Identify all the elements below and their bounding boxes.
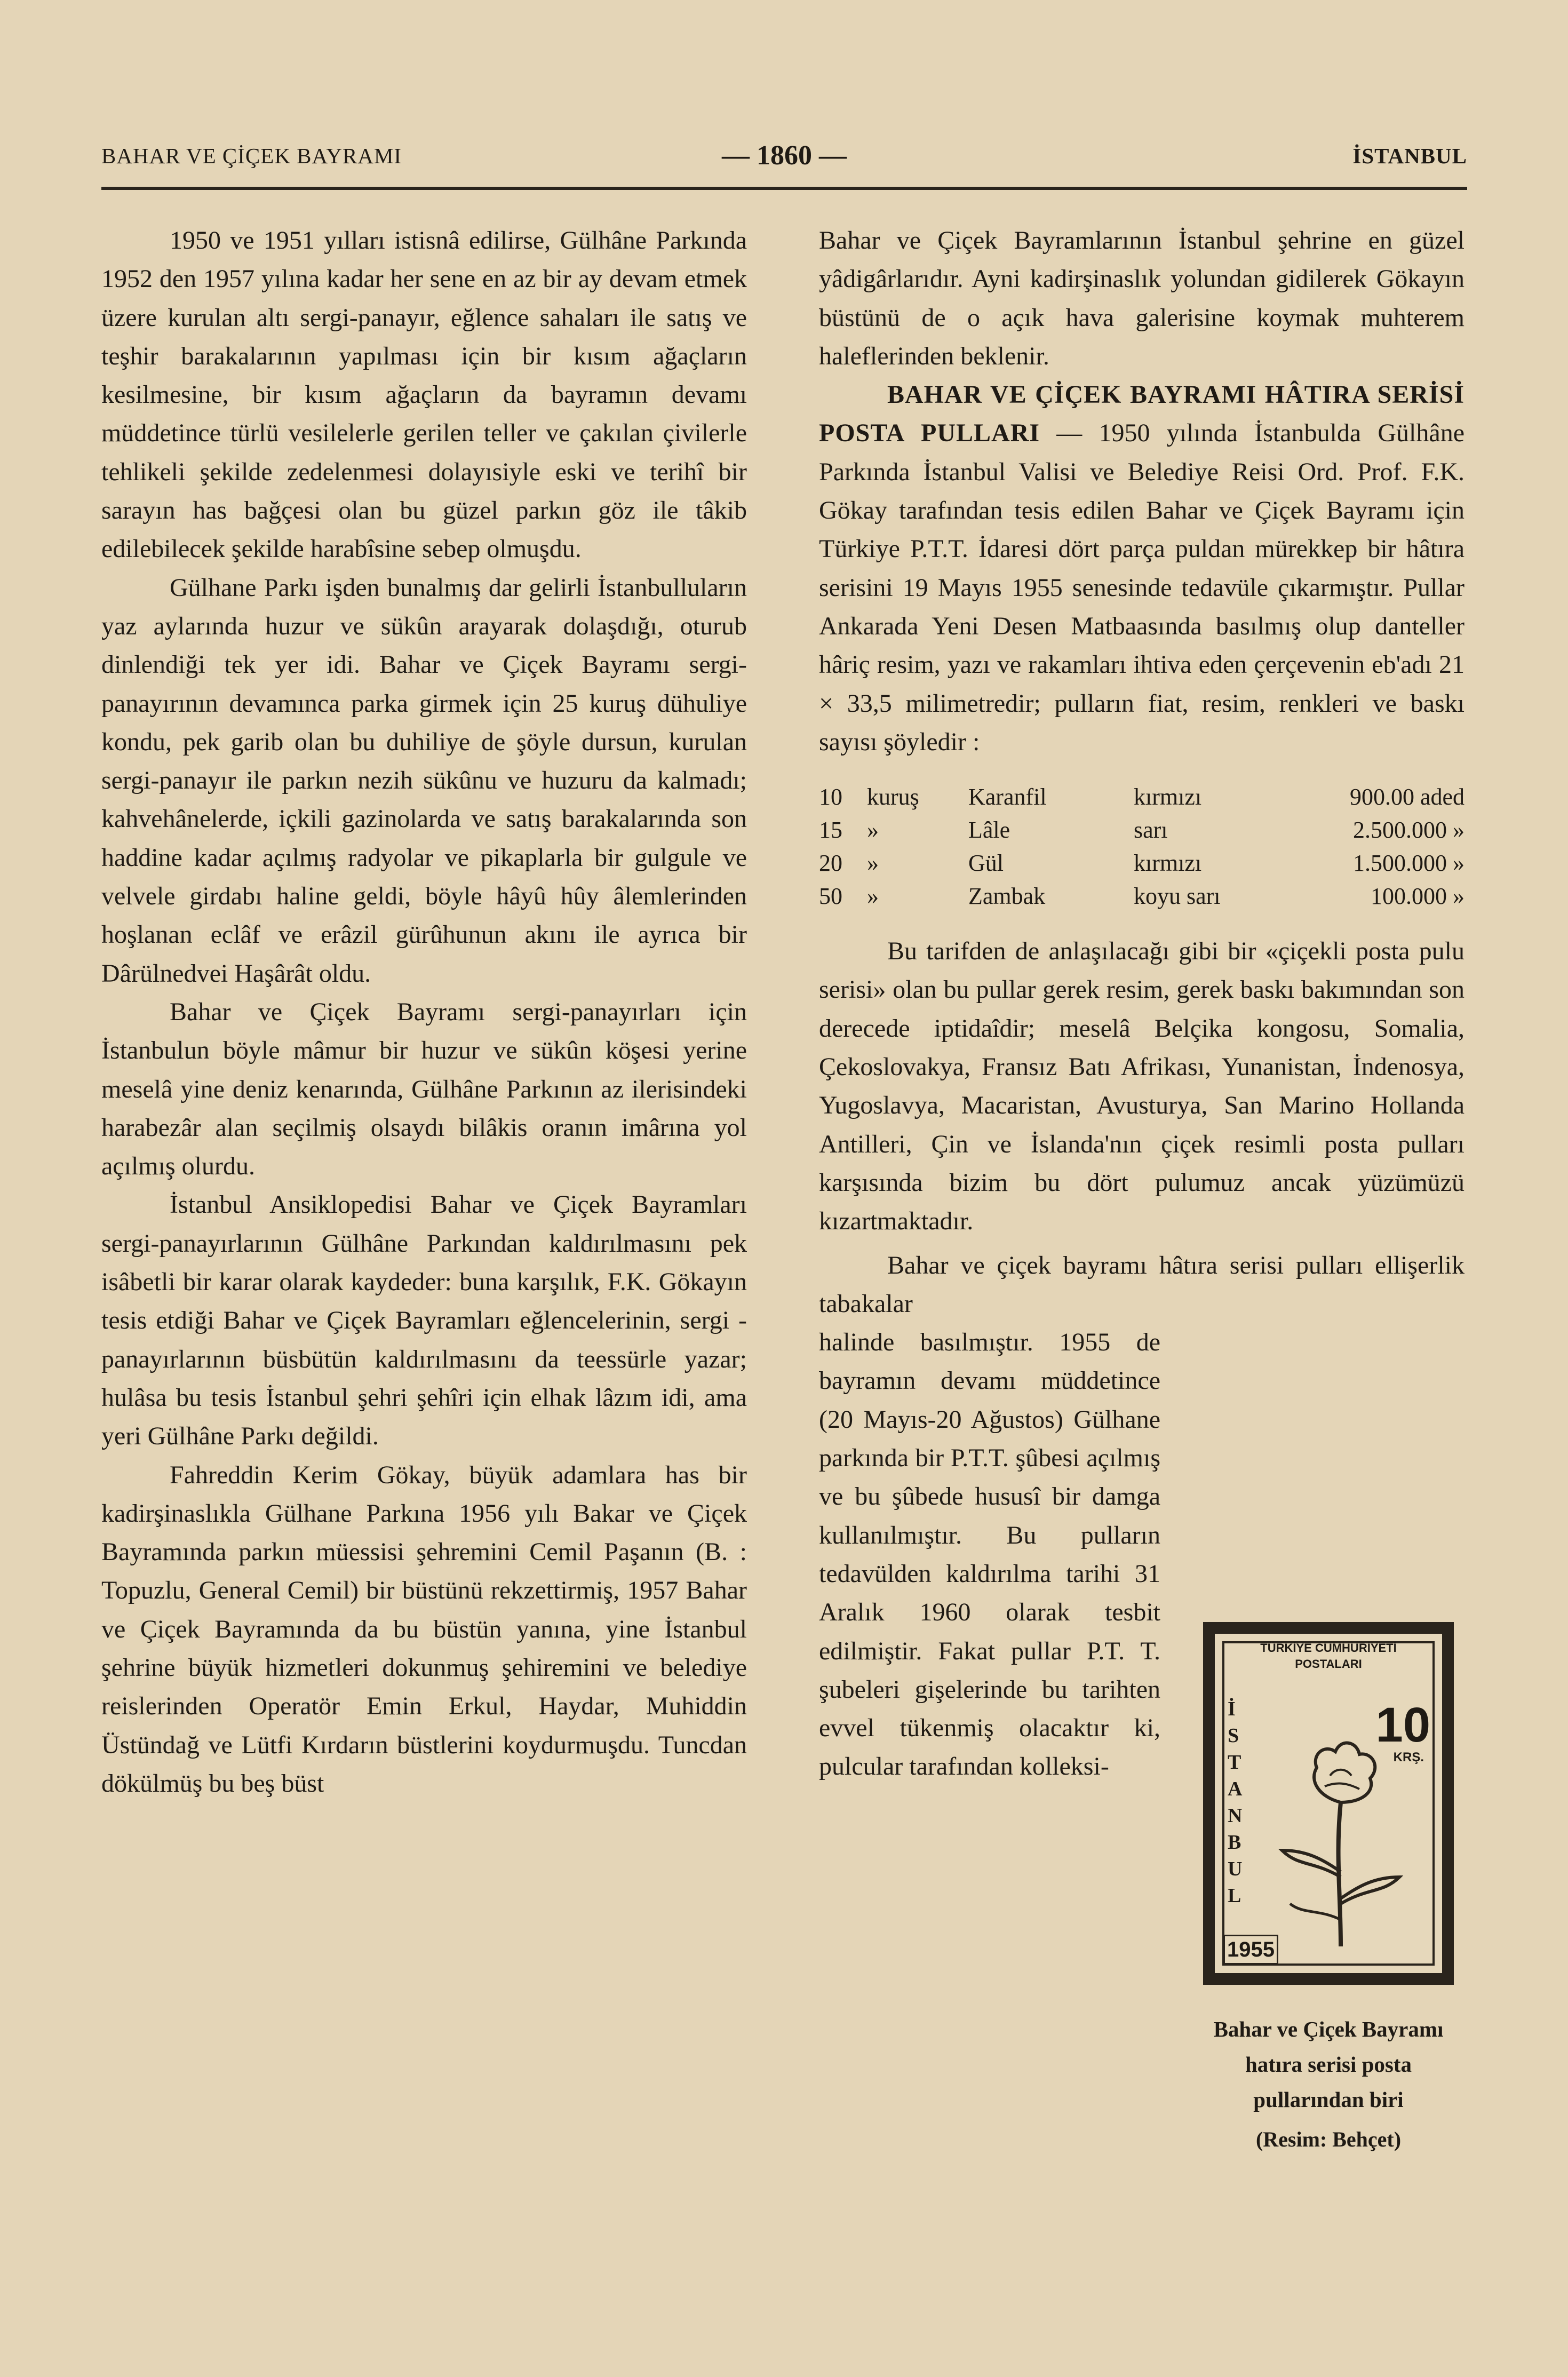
figure-credit: (Resim: Behçet)	[1255, 2127, 1402, 2151]
paragraph: İstanbul Ansiklopedisi Bahar ve Çiçek Bayramları sergi-panayırlarının Gülhâne Parkından kaldırılmasını pek isâbetli bir karar olarak kaydeder: buna karşılık, F.K. Gökayın tesis etdiği Bahar ve Çiçek Bayramları eğlencelerinin, sergi - panayırlarının büsbütün kaldırılmasını da teessürle yazar; hulâsa bu tesis İstanbul şehri şehîri için elhak lâzım idi, ama yeri Gülhâne Parkı değildi.	[101, 1190, 747, 1451]
tariff-value: 50	[819, 883, 842, 910]
page-header	[101, 140, 1467, 180]
tariff-unit: »	[867, 817, 879, 844]
tariff-color: sarı	[1134, 817, 1168, 844]
right-column	[819, 221, 1464, 1786]
tariff-color: kırmızı	[1134, 784, 1202, 810]
tariff-unit: kuruş	[867, 784, 919, 810]
stamp-country: TÜRKİYE CUMHURİYETİ	[1260, 1641, 1397, 1655]
tariff-color: koyu sarı	[1134, 883, 1221, 910]
tariff-unit: »	[867, 850, 879, 877]
tariff-unit: »	[867, 883, 879, 910]
paragraph-narrow: halinde basılmıştır. 1955 de bayramın devamı müddetince (20 Mayıs-20 Ağustos) Gülhane parkında bir P.T.T. şûbesi açılmış ve bu şûbede hususî bir damga kullanılmıştır. Bu pulların tedavülden kaldırılma tarihi 31 Aralık 1960 olarak tesbit edilmiştir. Fakat pullar P.T. T. şubeleri gişelerinde bu tarihten evvel tükenmiş olacaktır ki, pulcular tarafından kolleksi-	[819, 1328, 1160, 1781]
section-heading: BAHAR VE ÇİÇEK BAYRAMI HÂTIRA SERİSİ POSTA PULLARI	[819, 380, 1464, 448]
tariff-flower: Karanfil	[968, 784, 1047, 810]
stamp-image	[1203, 1622, 1454, 1985]
tariff-count: 100.000 »	[1371, 883, 1464, 910]
tariff-flower: Lâle	[968, 817, 1010, 844]
stamp-series-paragraph	[819, 376, 1464, 761]
paragraph: 1950 ve 1951 yılları istisnâ edilirse, Gülhâne Parkında 1952 den 1957 yılına kadar her sene en az bir ay devam etmek üzere kurulan altı sergi-panayır, eğlence sahaları ile satış ve teşhir barakalarının yapılması için bir kısım ağaçların kesilmesine, bir kısım ağaçların da bayramın devamı müddetince türlü vesilelerle gerilen teller ve çakılan çivilerle tehlikeli şekilde zedelenmesi dolayısiyle eski ve terihî bir sarayın has bağçesi olan bu güzel parkın göz ile tâkib edilebilecek şekilde harabîsine sebep olmuşdu.	[101, 226, 747, 563]
tariff-count: 2.500.000 »	[1353, 817, 1464, 844]
stamp-value: 10	[1375, 1698, 1430, 1752]
tariff-value: 15	[819, 817, 842, 844]
stamp-city: İ S T A N B U L	[1228, 1698, 1243, 1907]
tariff-count: 900.00 aded	[1349, 784, 1464, 810]
paragraph: Bahar ve Çiçek Bayramlarının İstanbul şehrine en güzel yâdigârlarıdır. Ayni kadirşinaslık yolundan gidilerek Gökayın büstünü de o açık hava galerisine koymak muhterem haleflerinden beklenir.	[819, 226, 1464, 370]
tariff-value: 20	[819, 850, 842, 877]
paragraph: Fahreddin Kerim Gökay, büyük adamlara has bir kadirşinaslıkla Gülhane Parkına 1956 yılı Bakar ve Çiçek Bayramında parkın müessisi şehremini Cemil Paşanın (B. : Topuzlu, General Cemil) bir büstünü rekzettirmiş, 1957 Bahar ve Çiçek Bayramında da bu büstün yanına, yine İstanbul şehrine büyük hizmetleri dokunmuş şehiremini ve belediye reislerinden Operatör Emin Erkul, Haydar, Muhiddin Üstündağ ve Lütfi Kırdarın büstlerini koydurmuşdu. Tuncdan dökülmüş bu beş büst	[101, 1460, 747, 1798]
carnation-flower-icon	[1261, 1717, 1421, 1952]
tariff-flower: Zambak	[968, 883, 1046, 910]
page-number: — 1860 —	[722, 140, 847, 171]
tariff-color: kırmızı	[1134, 850, 1202, 877]
header-rule	[101, 187, 1467, 190]
paragraph: Gülhane Parkı işden bunalmış dar gelirli İstanbulluların yaz aylarında huzur ve sükûn arayarak dolaşdığı, oturub dinlendiği tek yer idi. Bahar ve Çiçek Bayramı sergi-panayırının devamınca parka girmek için 25 kuruş dühuliye kondu, pek garib olan bu duhiliye de şöyle dursun, kurulan sergi-panayır ile parkın nezih sükûnu ve huzuru da kalmadı; kahvehânelerde, içkili gazinolarda ve satış barakalarında son haddine kadar açılmış radyolar ve pikaplarla bir gulgule ve velvele girdabı haline geldi, böyle hâyû hûy âlemlerinden hoşlanan eclâf ve erâzil gürûhunun akını ile ayrıca bir Dârülnedvei Haşârât oldu.	[101, 573, 747, 988]
stamp-postal: POSTALARI	[1295, 1657, 1362, 1671]
tariff-row	[819, 781, 1464, 814]
left-column	[101, 221, 747, 1803]
header-publication: İSTANBUL	[1352, 144, 1467, 168]
stamp-currency: KRŞ.	[1393, 1750, 1424, 1764]
tariff-row	[819, 880, 1464, 913]
paragraph: Bahar ve çiçek bayramı hâtıra serisi pulları ellişerlik tabakalar	[819, 1251, 1464, 1318]
section-text: — 1950 yılında İstanbulda Gülhâne Parkında İstanbul Valisi ve Belediye Reisi Ord. Prof. F.K. Gökay tarafından tesis edilen Bahar ve Çiçek Bayramı için Türkiye P.T.T. İdaresi dört parça puldan mürekkep bir hâtıra serisini 19 Mayıs 1955 senesinde tedavüle çıkarmıştır. Pullar Ankarada Yeni Desen Matbaasında basılmış olup danteller hâriç resim, yazı ve rakamları ihtiva eden çerçevenin eb'adı 21 × 33,5 milimetredir; pulların fiat, resim, renkleri ve baskı sayısı şöyledir :	[819, 419, 1464, 756]
header-section-title: BAHAR VE ÇİÇEK BAYRAMI	[101, 144, 402, 168]
paragraph: Bahar ve Çiçek Bayramı sergi-panayırları için İstanbulun böyle mâmur bir huzur ve sükûn köşesi yerine meselâ yine deniz kenarında, Gülhâne Parkının az ilerisindeki harabezâr alan seçilmiş olsaydı bilâkis oranın imârına yol açılmış olurdu.	[101, 997, 747, 1181]
stamp-tariff-table	[819, 781, 1464, 913]
tariff-row	[819, 814, 1464, 847]
tariff-flower: Gül	[968, 850, 1004, 877]
tariff-count: 1.500.000 »	[1353, 850, 1464, 877]
tariff-row	[819, 847, 1464, 880]
figure-caption: Bahar ve Çiçek Bayramı hatıra serisi posta pullarından biri	[1213, 2017, 1444, 2112]
tariff-value: 10	[819, 784, 842, 810]
stamp-year: 1955	[1223, 1935, 1278, 1965]
paragraph: Bu tarifden de anlaşılacağı gibi bir «çiçekli posta pulu serisi» olan bu pullar gerek resim, gerek baskı bakımından son derecede iptidaîdir; meselâ Belçika kongosu, Somalia, Çekoslovakya, Fransız Batı Afrikası, Yunanistan, İndenosya, Yugoslavya, Macaristan, Avusturya, San Marino Hollanda Antilleri, Çin ve İslanda'nın çiçek resimli posta pulları karşısında bizim bu dört pulumuz ancak yüzümüzü kızartmaktadır.	[819, 937, 1464, 1236]
stamp-figure	[1190, 1622, 1467, 2152]
